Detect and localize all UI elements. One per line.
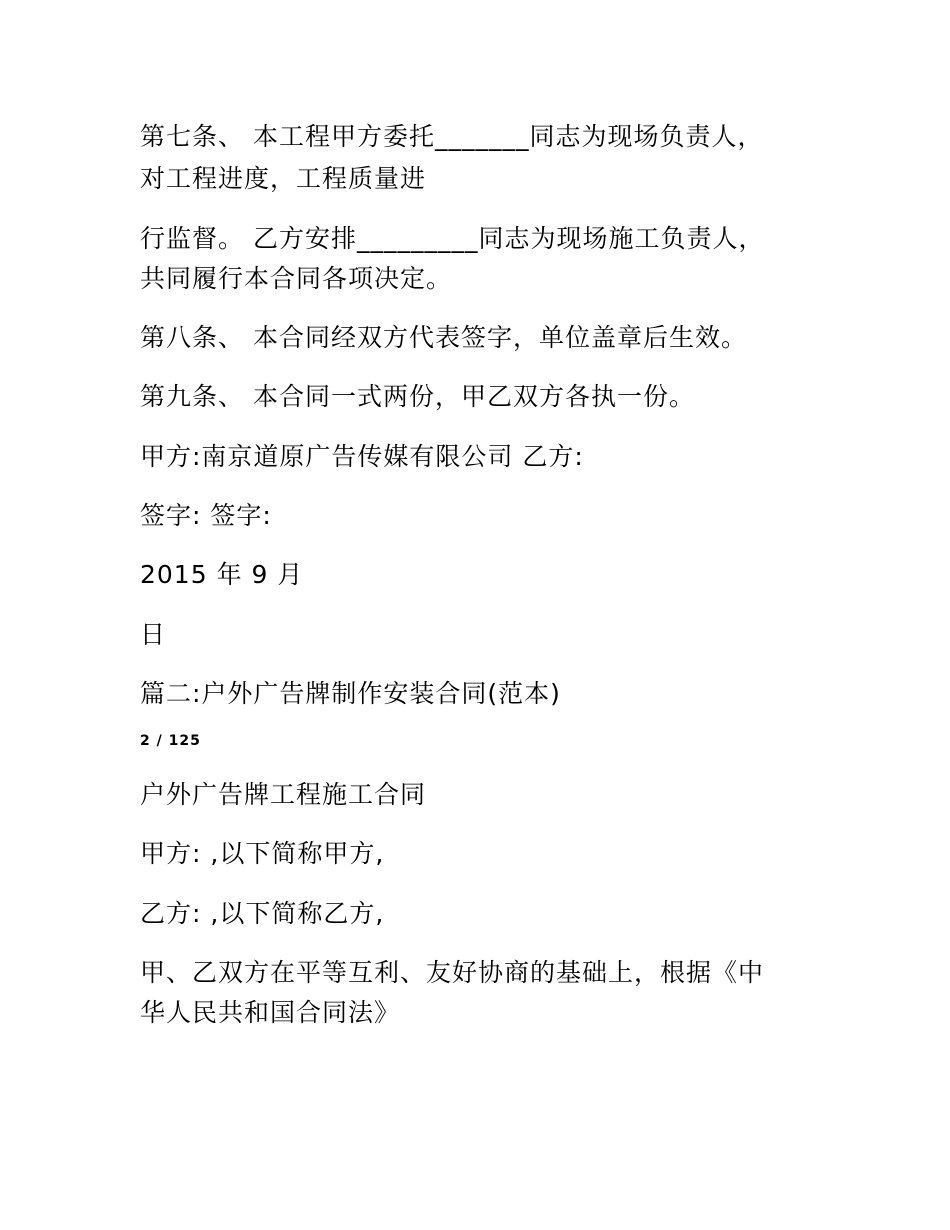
party-a-line: 甲方: ,以下简称甲方,: [140, 839, 385, 868]
party-b-line: 乙方: ,以下简称乙方,: [140, 899, 385, 928]
day-line: 日: [140, 620, 167, 649]
clause-8-line: 第八条、 本合同经双方代表签字，单位盖章后生效。: [140, 323, 747, 352]
clause-7-line-2: 对工程进度，工程质量进: [140, 164, 427, 193]
preamble-line-2: 华人民共和国合同法》: [140, 998, 401, 1027]
section-two-heading: 篇二:户外广告牌制作安装合同(范本): [140, 679, 561, 708]
clause-9-line: 第九条、 本合同一式两份，甲乙双方各执一份。: [140, 382, 695, 411]
preamble-line-1: 甲、乙双方在平等互利、友好协商的基础上，根据《中: [140, 958, 765, 987]
date-line: 2015 年 9 月: [140, 560, 304, 589]
signature-line: 签字: 签字:: [140, 501, 272, 530]
clause-7-line-1: 第七条、 本工程甲方委托_______同志为现场负责人，: [140, 122, 764, 151]
clause-7-line-3: 行监督。 乙方安排_________同志为现场施工负责人，: [140, 224, 765, 253]
contract-title: 户外广告牌工程施工合同: [140, 780, 427, 809]
parties-line: 甲方:南京道原广告传媒有限公司 乙方:: [140, 442, 584, 471]
page-number: 2 / 125: [140, 733, 201, 749]
clause-7-line-4: 共同履行本合同各项决定。: [140, 264, 453, 293]
